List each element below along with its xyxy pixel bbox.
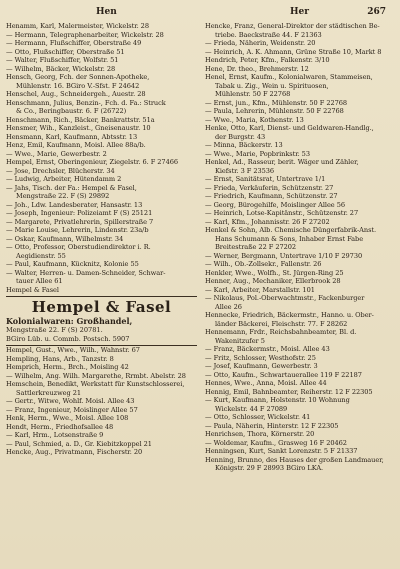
directory-entry: — Karl, Arbeiter, Marstallstr. 101 — [205, 285, 315, 294]
directory-entry: — Otto, Kaufm., Schwartauerallee 119 F 22187 — [205, 370, 362, 379]
company-advertisement — [6, 296, 197, 346]
directory-entry: — Woldemar, Kaufm., Grasweg 16 F 20462 — [205, 438, 347, 447]
left-entries — [6, 22, 197, 294]
directory-entry: Henning, Brunno, des Hauses der großen Landmauer, — [205, 455, 384, 464]
ad-business: Kolonialwaren: Großhandel, — [6, 316, 133, 326]
directory-entry: Hempel, Ernst, Oberingenieur, Ziegelstr. 6. F 27466 — [6, 158, 179, 166]
directory-entry: Henschel, Aug., Schneidergeh., Auestr. 28 — [6, 90, 146, 98]
ad-company: Hempel & Fasel — [31, 298, 172, 316]
directory-entry: — Paul, Schmied, a. D., Gr. Kiebitzkoppel 21 — [6, 439, 152, 448]
directory-entry: Hene, Dr. theo., Brehmerstr. 12 — [205, 64, 309, 73]
directory-entry: — Ludwig, Arbeiter, Hütendamm 2 — [6, 175, 122, 183]
directory-entry: Henk, Herm., Wwe., Moisl. Allee 108 — [6, 414, 129, 422]
directory-entry: Wakenitzufer 5 — [215, 336, 265, 345]
directory-entry: Henz, Emil, Kaufmann, Moisl. Allee 88a/b. — [6, 141, 146, 149]
directory-entry: — Ernst, jun., Kfm., Mühlenstr. 50 F 22768 — [205, 98, 348, 107]
directory-entry: — Wilhelm, Ang. Wilh. Margarethe, Rrmbt. Abelstr. 28 — [6, 371, 186, 380]
directory-entry: — Walter, Herren- u. Damen-Schneider, Schwar- — [6, 268, 166, 277]
directory-entry: Hemprich, Herm., Brch., Moisling 42 — [6, 363, 129, 371]
directory-entry: — Hermann, Telegraphenarbeiter, Wickelstr. 28 — [6, 30, 164, 39]
directory-entry: Henkel, Ad., Rasseur, berit. Wäger und Zähler, — [205, 158, 359, 166]
directory-entry: Hensmer, Wih., Kanzleist., Gneisenaustr. 10 — [6, 124, 151, 132]
header-center-keyword: Her — [290, 7, 309, 17]
directory-entry: — Heinrich, A. K. Ahmann, Grüne Straße 10, Markt 8 — [205, 47, 382, 56]
directory-entry: Henrichsen, Thora, Körnerstr. 20 — [205, 430, 315, 438]
directory-entry: — Karl, Hrm., Lotsenstraße 9 — [6, 431, 104, 439]
ad-address: Mengstraße 22. F (S) 20781. — [6, 326, 103, 334]
directory-entry: — Kurt, Kaufmann, Holstenstr. 10 Wohnung — [205, 396, 350, 404]
directory-entry: Henke, Otto, Karl, Dienst- und Geldwaren-Handlg., — [205, 124, 374, 132]
directory-entry: tauer Allee 61 — [16, 277, 63, 285]
directory-entry: Hensmann, Karl, Kaufmann, Abtsstr. 13 — [6, 132, 138, 141]
left-entries-after — [6, 346, 197, 457]
left-column — [6, 22, 197, 563]
directory-entry: — Werner, Bergmann, Untertrave 1/10 F 29730 — [205, 251, 363, 260]
directory-entry: — Heinrich, Lotse-Kapitänstr., Schützenstr. 27 — [205, 209, 359, 217]
directory-entry: — Marie Louise, Lehrerin, Lindenstr. 23a/b — [6, 226, 149, 234]
directory-entry: länder Bäckerei, Fleischstr. 77. F 28262 — [215, 319, 348, 328]
directory-entry: — Otto, Professor, Oberstudiendirektor i. R. — [6, 243, 151, 251]
ad-extra: BGiro Lüb. u. Commb. Postsch. 5907 — [6, 334, 130, 343]
directory-entry: — Minna, Bäckerstr. 13 — [205, 141, 283, 149]
directory-entry: der Burgstr. 43 — [215, 132, 266, 141]
directory-entry: Mühlenstr. 16. BGiro V.-Sfst. F 24642 — [16, 81, 140, 90]
directory-entry: Wickelstr. 44 F 27089 — [215, 404, 288, 413]
directory-entry: & Co., Beringbaustr. 6. F (26722) — [16, 107, 127, 115]
directory-entry: — Wwe., Marie, Popbrinkstr. 53 — [205, 149, 310, 158]
directory-entry: — Wilhelm, Bäcker, Wickelstr. 28 — [6, 64, 116, 73]
directory-entry: — Paul, Kaufmann, Kücknitz, Kolonie 55 — [6, 260, 139, 268]
directory-entry: — Jose, Drechsler, Blücherstr. 34 — [6, 166, 115, 175]
directory-entry: — Margarete, Privatlehrerin, Spillerstraße 7 — [6, 217, 154, 226]
directory-entry: Hans Schumann & Sons, Inhaber Ernst Fabe — [215, 234, 364, 243]
directory-entry: Henel, Ernst, Kaufm., Kolonialwaren, Stammeisen, — [205, 73, 373, 81]
directory-entry: Hemschein, Benedikt, Werkstatt für Kunstschlosserei, — [6, 380, 185, 388]
directory-entry: Kiefstr. 3 F 23536 — [215, 166, 275, 175]
directory-entry: — Frieda, Verkäuferin, Schützenstr. 27 — [205, 183, 334, 192]
directory-entry: Hendt, Herm., Friedhofsallee 48 — [6, 422, 114, 431]
directory-entry: Henkler, Wwe., Wolfh., St. Jürgen-Ring 25 — [205, 268, 344, 277]
directory-entry: Hennecke, Friedrich, Bäckermstr., Hanno. u. Ober- — [205, 311, 374, 319]
directory-entry: Henner, Aug., Mechaniker, Ellerbrook 28 — [205, 277, 341, 285]
directory-entry: Hennemann, Frdr., Reichsbahnbeamter, Bl. d. — [205, 328, 357, 336]
directory-entry: Hempel, Gust., Wwe., Wilh., Wahnstr. 67 — [6, 346, 140, 354]
right-column — [205, 22, 396, 563]
page-number: 267 — [367, 7, 386, 17]
directory-entry: Hensch, Georg, Fch. der Sonnen-Apotheke, — [6, 73, 150, 81]
directory-entry: — Fritz, Schlosser, Westhofstr. 25 — [205, 353, 316, 362]
directory-entry: Henningsen, Kurt, Sankt Lorenzstr. 5 F 21337 — [205, 447, 358, 455]
directory-entry: Hencke, Franz, General-Direktor der städtischen Be- — [205, 22, 380, 30]
directory-entry: — Hermann, Flußschiffer, Oberstraße 49 — [6, 39, 142, 47]
directory-entry: — Wwe., Maria, Kothenstr. 13 — [205, 115, 304, 124]
directory-entry: Hempling, Hans, Arb., Tanzstr. 8 — [6, 354, 114, 363]
directory-entry: — Paula, Näherin, Hinterstr. 12 F 22305 — [205, 421, 339, 430]
directory-entry: — Otto, Flußschiffer, Oberstraße 51 — [6, 47, 125, 56]
directory-entry: — Joseph, Ingenieur: Polizeiamt F (S) 25121 — [6, 209, 153, 217]
directory-entry: Henschmann, Julius, Benzin-, Fch. d. Fa.: Struck — [6, 98, 166, 107]
directory-entry: — Otto, Schlosser, Wickelstr. 41 — [205, 413, 311, 421]
directory-entry: Mühlenstr. 50 F 22768 — [215, 90, 291, 98]
directory-entry: Hempel & Fasel — [6, 285, 59, 294]
directory-entry: Hencke, Aug., Privatmann, Fischerstr. 20 — [6, 448, 143, 456]
directory-entry: — Walter, Flußschiffer, Wolfstr. 51 — [6, 56, 119, 64]
directory-entry: — Ernst, Sanitätsrat, Untertrave 1/1 — [205, 175, 326, 183]
directory-entry: — Oskar, Kaufmann, Wilhelmstr. 34 — [6, 234, 124, 243]
directory-entry: — Nikolaus, Pol.-Oberwachtmstr., Fackenburger — [205, 294, 365, 302]
directory-entry: Hennes, Wwe., Anna, Moisl. Allee 44 — [205, 379, 327, 387]
directory-entry: — Joh., Ldw. Landesberater, Hansastr. 13 — [6, 200, 143, 209]
directory-entry: — Frieda, Näherin, Weidenstr. 20 — [205, 39, 316, 47]
directory-entry: — Franz, Ingenieur, Moislinger Allee 57 — [6, 405, 138, 414]
directory-entry: — Georg, Bürogehilfe, Moislinger Allee 56 — [205, 200, 345, 209]
columns — [6, 22, 396, 563]
directory-entry: Hendrich, Peter, Kfm., Falkenstr. 3/10 — [205, 56, 330, 64]
directory-entry: Königstr. 29 F 28993 BGiro LKA. — [215, 464, 324, 472]
directory-entry: — Karl, Kfm., Johannisstr. 26 F 27202 — [205, 217, 330, 226]
directory-entry: Mengstraße 22. F (S) 29892 — [16, 192, 110, 200]
directory-entry: — Josef, Kaufmann, Gewerbestr. 3 — [205, 362, 318, 370]
directory-entry: — Wilh., Ob.-Zollsekr., Fallenstr. 26 — [205, 260, 322, 268]
directory-entry: triebe. Baeckstraße 44. F 21363 — [215, 30, 322, 39]
directory-entry: Hennig, Emil, Bahnbeamter, Reiherstr. 12 F 22305 — [205, 387, 373, 396]
directory-entry: Henamm, Karl, Malermeister, Wickelstr. 28 — [6, 22, 149, 30]
directory-entry: — Franz, Bäckermstr., Moisl. Allee 43 — [205, 345, 330, 353]
directory-entry: — Gertr., Witwe, Wohlf. Moisl. Allee 43 — [6, 397, 135, 405]
directory-entry: Allee 26 — [215, 302, 242, 311]
directory-entry: Breitestraße 22 F 27202 — [215, 243, 297, 251]
directory-entry: Henschmann, Rich., Bäcker, Bankrattstr. 51a — [6, 115, 155, 124]
directory-entry: — Jahs, Tisch. der Fa.: Hempel & Fasel, — [6, 183, 137, 192]
directory-entry: — Wwe., Marie, Gewerbestr. 2 — [6, 149, 107, 158]
header-left-keyword: Hen — [96, 7, 117, 17]
directory-entry: Sattlerkreuzweg 21 — [16, 388, 82, 397]
directory-entry: — Paula, Lehrerin, Mühlenstr. 50 F 22768 — [205, 107, 344, 115]
page-header — [8, 6, 392, 20]
directory-entry: Aegidienstr. 55 — [16, 251, 66, 260]
directory-entry: Henkel & Sohn, Alb. Chemische Düngerfabrik-Anst. — [205, 226, 377, 234]
directory-entry: — Friedrich, Kaufmann, Schützenstr. 27 — [205, 192, 338, 200]
directory-entry: Tabak u. Zig., Wein u. Spirituosen, — [215, 81, 329, 90]
